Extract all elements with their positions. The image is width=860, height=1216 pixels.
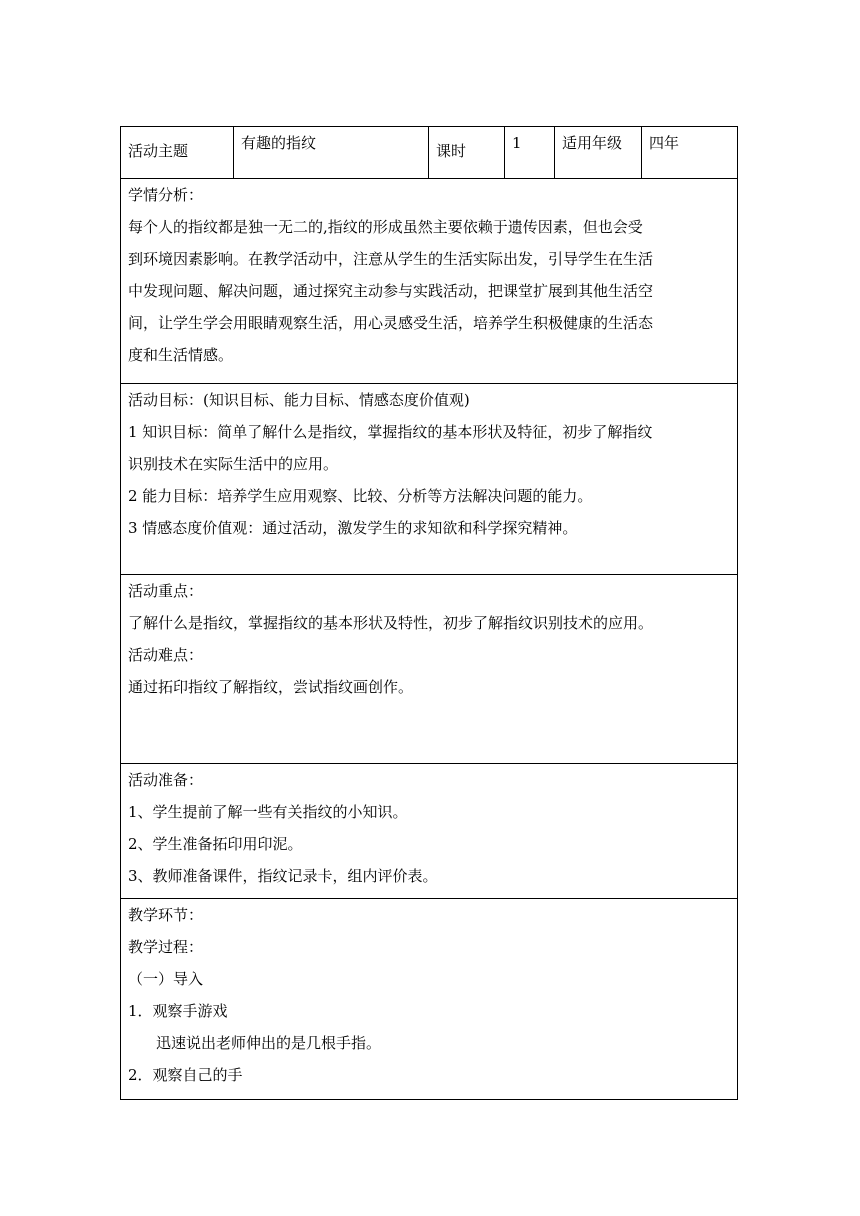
topic-label: 活动主题 — [121, 127, 234, 179]
goals-heading: 活动目标：(知识目标、能力目标、情感态度价值观) — [128, 391, 470, 409]
goals-line-4: 3 情感态度价值观：通过活动，激发学生的求知欲和科学探究精神。 — [128, 519, 578, 537]
preparation-section — [121, 764, 738, 899]
preparation-row — [121, 764, 738, 899]
process-subheading: 教学过程： — [128, 938, 204, 956]
analysis-heading: 学情分析： — [128, 186, 204, 204]
goals-section — [121, 384, 738, 575]
key-points-text: 了解什么是指纹，掌握指纹的基本形状及特性，初步了解指纹识别技术的应用。 — [128, 614, 654, 632]
process-step2-title: 2．观察自己的手 — [128, 1066, 243, 1084]
lesson-plan-table — [120, 126, 738, 1100]
process-step1-title: 1．观察手游戏 — [128, 1002, 228, 1020]
analysis-line-1: 每个人的指纹都是独一无二的,指纹的形成虽然主要依赖于遗传因素，但也会受 — [128, 218, 643, 236]
goals-row — [121, 384, 738, 575]
preparation-item-3: 3、教师准备课件，指纹记录卡，组内评价表。 — [128, 867, 438, 885]
preparation-item-2: 2、学生准备拓印用印泥。 — [128, 835, 303, 853]
process-section — [121, 899, 738, 1100]
analysis-line-3: 中发现问题、解决问题，通过探究主动参与实践活动，把课堂扩展到其他生活空 — [128, 282, 654, 300]
difficulty-heading: 活动难点： — [128, 646, 204, 664]
grade-value: 四年 — [642, 127, 738, 179]
period-value: 1 — [505, 127, 555, 179]
process-section-title: （一）导入 — [128, 970, 204, 988]
analysis-line-2: 到环境因素影响。在教学活动中，注意从学生的生活实际出发，引导学生在生活 — [128, 250, 654, 268]
process-step1-text: 迅速说出老师伸出的是几根手指。 — [156, 1034, 382, 1052]
goals-line-3: 2 能力目标：培养学生应用观察、比较、分析等方法解决问题的能力。 — [128, 487, 593, 505]
goals-line-1: 1 知识目标：简单了解什么是指纹，掌握指纹的基本形状及特征，初步了解指纹 — [128, 423, 653, 441]
preparation-item-1: 1、学生提前了解一些有关指纹的小知识。 — [128, 803, 408, 821]
header-row — [121, 127, 738, 179]
topic-value: 有趣的指纹 — [234, 127, 429, 179]
grade-label: 适用年级 — [555, 127, 642, 179]
analysis-row — [121, 179, 738, 384]
preparation-heading: 活动准备： — [128, 771, 204, 789]
key-points-row — [121, 575, 738, 764]
analysis-line-5: 度和生活情感。 — [128, 346, 234, 364]
difficulty-text: 通过拓印指纹了解指纹，尝试指纹画创作。 — [128, 678, 414, 696]
goals-line-2: 识别技术在实际生活中的应用。 — [128, 455, 339, 473]
analysis-section — [121, 179, 738, 384]
period-label: 课时 — [429, 127, 505, 179]
process-heading: 教学环节： — [128, 906, 204, 924]
key-points-section — [121, 575, 738, 764]
key-points-heading: 活动重点： — [128, 582, 204, 600]
process-row — [121, 899, 738, 1100]
analysis-line-4: 间，让学生学会用眼睛观察生活，用心灵感受生活，培养学生积极健康的生活态 — [128, 314, 654, 332]
